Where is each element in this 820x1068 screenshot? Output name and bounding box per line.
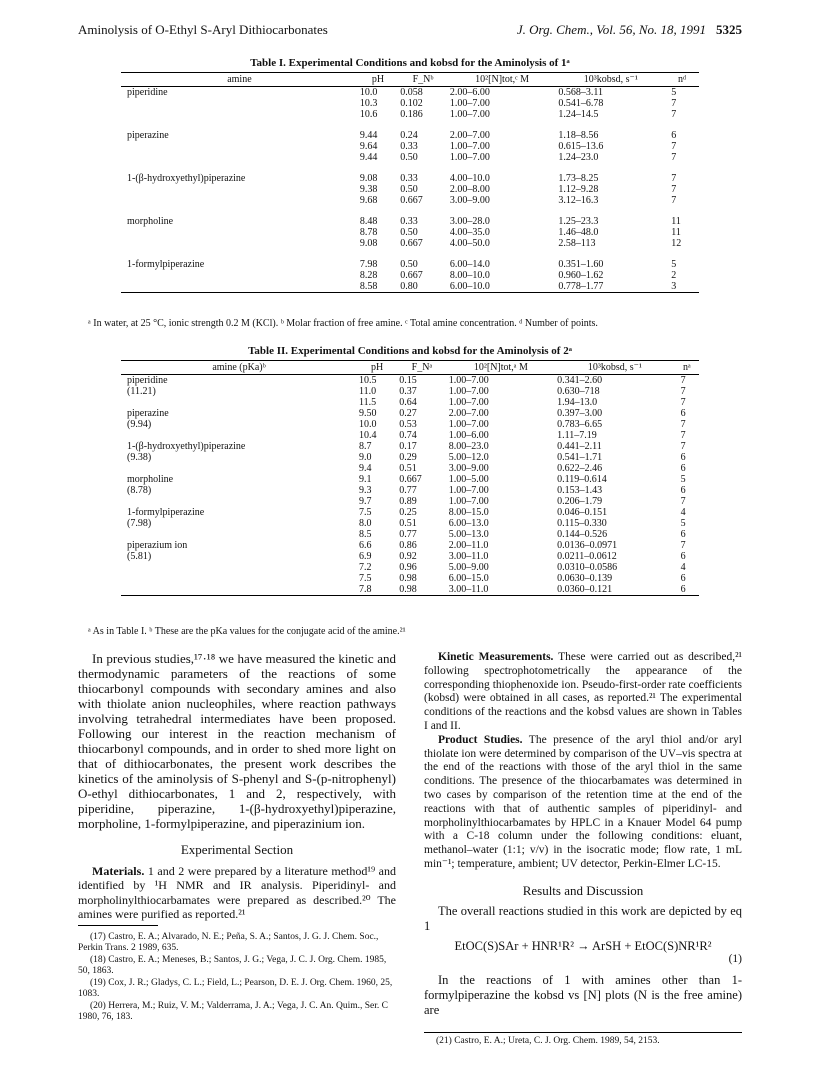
table-cell: 1.00–7.00 — [449, 109, 490, 120]
experimental-section-heading: Experimental Section — [180, 842, 294, 857]
table-cell: 0.33 — [400, 141, 418, 152]
table-cell: 8.00–15.0 — [448, 507, 489, 518]
table-cell: 0.0211–0.0612 — [557, 551, 617, 562]
table-cell: 0.667 — [399, 474, 422, 485]
table-cell: 7.8 — [357, 584, 397, 596]
table-cell: 11 — [671, 216, 681, 227]
table-cell: 7 — [680, 430, 686, 441]
table-cell: 7 — [680, 441, 686, 452]
table2-footnote: ᵃ As in Table I. ᵇ These are the pKa values for the conjugate acid of the amine.²¹ — [88, 626, 406, 637]
table-cell: 1-(β-hydroxyethyl)piperazine — [127, 441, 246, 452]
table-cell: 2.00–8.00 — [449, 184, 490, 195]
table-cell: 0.0360–0.121 — [555, 584, 675, 596]
table-cell: 0.351–1.60 — [558, 259, 604, 270]
table-cell: 0.630–718 — [557, 386, 600, 397]
table-cell: 0.0630–0.139 — [557, 573, 613, 584]
table-cell: 0.98 — [399, 573, 417, 584]
table-row — [121, 281, 699, 293]
table-cell: 0.153–1.43 — [557, 485, 603, 496]
table-row — [121, 529, 699, 540]
table-cell: 0.51 — [399, 463, 417, 474]
table-cell: 0.29 — [399, 452, 417, 463]
table-cell: 1.18–8.56 — [558, 130, 599, 141]
table-cell: 7 — [680, 375, 686, 386]
reference-entry: (17) Castro, E. A.; Alvarado, N. E.; Peña, S. A.; Santos, J. G. J. Chem. Soc., Perkin Trans. 2 1989, 635. — [78, 932, 379, 953]
table-cell: 6 — [680, 463, 686, 474]
table-cell: 2.58–113 — [558, 238, 596, 249]
table-cell: 0.33 — [400, 173, 418, 184]
table-row — [121, 163, 699, 184]
table-cell: 1.11–7.19 — [557, 430, 597, 441]
table-cell: 9.50 — [359, 408, 377, 419]
table-cell — [121, 573, 357, 584]
table-cell: 0.86 — [399, 540, 417, 551]
table-cell: 6.9 — [359, 551, 372, 562]
table-cell: 7 — [671, 173, 677, 184]
table-row — [121, 141, 699, 152]
table-cell: 1-formylpiperazine — [127, 259, 205, 270]
table-cell: 7.98 — [359, 259, 378, 270]
table1 — [121, 72, 699, 293]
table-cell: 7.5 — [359, 507, 372, 518]
table-cell: 0.96 — [399, 562, 417, 573]
table-row — [121, 562, 699, 573]
table-cell — [121, 184, 358, 195]
table2-header-row — [121, 361, 699, 375]
table-cell: 10.5 — [359, 375, 377, 386]
table-cell — [121, 463, 357, 474]
table-cell: 10.4 — [359, 430, 377, 441]
table-cell: 0.046–0.151 — [557, 507, 608, 518]
intro-paragraph: In previous studies,¹⁷·¹⁸ we have measured the kinetic and thermodynamic parameters of the reactions of some thiocarbonyl compounds with secondary amines and also with thiolate anion nucleophiles, where reaction pathways involving tetrahedral intermediates have been proposed. Following our interest in the reaction mechanism of thiocarbonyl compounds, and in order to shed more light on that of dithiocarbonates, the present work describes the kinetics of the aminolysis of S-phenyl and S-(p-nitrophenyl) O-ethyl dithiocarbonates, 1 and 2, respectively, with piperidine, piperazine, 1-(β-hydroxyethyl)piperazine, morpholine, 1-formylpiperazine, and piperazinium ion. — [78, 651, 396, 831]
table-cell: 0.119–0.614 — [557, 474, 607, 485]
table-cell: 6.00–13.0 — [448, 518, 489, 529]
table-cell: 0.53 — [399, 419, 417, 430]
table-row — [121, 463, 699, 474]
table-cell: 1.00–7.00 — [448, 375, 489, 386]
table-cell: 2.00–6.00 — [449, 87, 490, 98]
table-cell: 8.48 — [359, 216, 378, 227]
table-cell: 0.667 — [400, 195, 423, 206]
table-cell: 1.00–7.00 — [449, 98, 490, 109]
footnote-rule-left — [78, 925, 158, 926]
reference-entry: (20) Herrera, M.; Ruiz, V. M.; Valderrama, J. A.; Vega, J. C. An. Quim., Ser. C 1980, 76, 183. — [78, 1001, 388, 1022]
table-cell: 0.783–6.65 — [557, 419, 603, 430]
table-cell: 0.80 — [398, 281, 448, 293]
table-cell — [121, 98, 358, 109]
table-cell: 8.00–10.0 — [449, 270, 490, 281]
header-cell: F_Nᵃ — [397, 361, 446, 375]
table-cell: 0.17 — [399, 441, 417, 452]
table-row — [121, 87, 699, 99]
table-cell: 2.00–7.00 — [449, 130, 490, 141]
table-cell: 11 — [671, 227, 681, 238]
table-cell: 7 — [671, 109, 677, 120]
table-cell: 3.12–16.3 — [558, 195, 599, 206]
table-cell: 6.00–15.0 — [448, 573, 489, 584]
table-row — [121, 408, 699, 419]
reference-entry: (19) Cox, J. R.; Gladys, C. L.; Field, L.; Pearson, D. E. J. Org. Chem. 1960, 25, 1083. — [78, 978, 393, 999]
table-cell: 11.5 — [359, 397, 377, 408]
table-cell: 0.50 — [400, 227, 418, 238]
table-cell: 7 — [680, 496, 686, 507]
reference-entry: (18) Castro, E. A.; Meneses, B.; Santos, J. G.; Vega, J. C. J. Org. Chem. 1985, 50, 1863. — [78, 955, 387, 976]
table-cell — [121, 227, 358, 238]
table-cell: 0.667 — [400, 270, 423, 281]
table-cell: 7 — [671, 141, 677, 152]
table-cell: 0.341–2.60 — [557, 375, 603, 386]
table-cell: 4 — [680, 507, 686, 518]
materials-paragraph: Materials. 1 and 2 were prepared by a literature method¹⁹ and identified by ¹H NMR and IR analysis. Piperidinyl- and morpholinylthiocarbamates were prepared as described.²⁰ The amines were purified as reported.²¹ — [78, 863, 397, 922]
table-row — [121, 584, 699, 596]
table-cell: 0.92 — [399, 551, 417, 562]
table-cell: 7 — [671, 98, 677, 109]
table-cell: 1.24–23.0 — [558, 152, 599, 163]
table-cell: 6.00–14.0 — [449, 259, 490, 270]
table-row — [121, 496, 699, 507]
table-cell: 0.25 — [399, 507, 417, 518]
table-cell — [121, 141, 358, 152]
table-cell: 8.28 — [359, 270, 378, 281]
table-cell: 1.46–48.0 — [558, 227, 599, 238]
table-row — [121, 430, 699, 441]
right-column — [424, 651, 742, 1018]
table-cell: 0.15 — [399, 375, 417, 386]
table-cell: 9.44 — [359, 152, 378, 163]
table-cell: 4.00–35.0 — [449, 227, 490, 238]
header-cell: nᵃ — [675, 361, 699, 375]
table-cell: 0.441–2.11 — [557, 441, 602, 452]
table-cell: 1.00–7.00 — [448, 496, 489, 507]
journal-citation: J. Org. Chem., Vol. 56, No. 18, 1991 5325 — [516, 22, 742, 37]
table-cell — [121, 529, 357, 540]
equation-1: EtOC(S)SAr + HNR¹R² → ArSH + EtOC(S)NR¹R² — [454, 938, 712, 953]
header-cell: 10²[N]tot,ᵃ M — [447, 361, 555, 375]
table-cell: 7.5 — [359, 573, 372, 584]
table-cell: 0.058 — [400, 87, 423, 98]
table-cell: 0.541–1.71 — [557, 452, 603, 463]
table-cell: 3.00–28.0 — [449, 216, 490, 227]
table-row — [121, 507, 699, 518]
table-cell: 0.397–3.00 — [557, 408, 603, 419]
table-cell: 8.5 — [359, 529, 372, 540]
table-cell: 0.77 — [399, 485, 417, 496]
table-cell: 0.64 — [399, 397, 417, 408]
table-cell: 9.08 — [359, 238, 378, 249]
table-cell: 1.94–13.0 — [557, 397, 598, 408]
table-cell: 7 — [680, 419, 686, 430]
table-cell — [121, 430, 357, 441]
header-cell: pH — [358, 73, 398, 87]
table-cell: 9.08 — [359, 173, 378, 184]
table-cell: 7 — [671, 195, 677, 206]
table-cell: 0.27 — [399, 408, 417, 419]
table-cell: 9.0 — [359, 452, 372, 463]
table-cell: 6 — [680, 529, 686, 540]
table-cell: 4.00–10.0 — [449, 173, 490, 184]
table-cell: morpholine — [127, 474, 174, 485]
header-cell: 10³kobsd, s⁻¹ — [555, 361, 675, 375]
table-row — [121, 474, 699, 485]
results-section-heading: Results and Discussion — [522, 882, 644, 898]
table-cell: 0.568–3.11 — [558, 87, 604, 98]
closing-paragraph: In the reactions of 1 with amines other than 1-formylpiperazine the kobsd vs [N] plots (N is the free amine) are — [424, 973, 742, 1018]
table-cell: 1.00–7.00 — [448, 397, 489, 408]
materials-heading: Materials. — [92, 863, 145, 878]
product-heading: Product Studies. — [438, 733, 523, 746]
table-cell: (8.78) — [127, 485, 152, 496]
table-row — [121, 227, 699, 238]
table-cell: 1.00–5.00 — [448, 474, 489, 485]
table-row — [121, 485, 699, 496]
table-cell: 0.37 — [399, 386, 417, 397]
table-cell: 0.115–0.330 — [557, 518, 607, 529]
table-cell: 0.206–1.79 — [557, 496, 603, 507]
table-cell: 0.0136–0.0971 — [557, 540, 618, 551]
table-cell — [121, 195, 358, 206]
header-cell: nᵈ — [665, 73, 699, 87]
table-row — [121, 109, 699, 120]
table-cell: 8.00–23.0 — [448, 441, 489, 452]
table-cell: 1-formylpiperazine — [127, 507, 205, 518]
table-cell: (11.21) — [127, 386, 156, 397]
table-cell: 3.00–9.00 — [449, 195, 490, 206]
table-row — [121, 551, 699, 562]
table-cell: 7 — [671, 184, 677, 195]
table-cell: 6.6 — [359, 540, 372, 551]
table-cell — [121, 270, 358, 281]
table-cell: 0.50 — [400, 259, 418, 270]
header-cell: amine (pKa)ᵇ — [121, 361, 357, 375]
page-header — [78, 22, 742, 40]
table-cell: 2.00–7.00 — [448, 408, 489, 419]
table-cell: 2.00–11.0 — [448, 540, 489, 551]
table-cell: 0.98 — [397, 584, 446, 596]
table-cell — [121, 496, 357, 507]
table-cell — [121, 584, 357, 596]
table-cell: piperazine — [127, 130, 169, 141]
table-cell: (5.81) — [127, 551, 152, 562]
table-cell: 0.24 — [400, 130, 418, 141]
product-paragraph: Product Studies. The presence of the aryl thiol and/or aryl thiolate ion were determined by comparison of the UV–vis spectra at the end of the reactions with those of the aryl thiol in the same conditions. The presence of the thiocarbamates was determined in two cases by comparison of the retention time at the end of the reactions with that of authentic samples of piperidinyl- and morpholinylthiocarbamates by HPLC in a Knauer Model 64 pump with a C-18 column under the following conditions: eluant, methanol–water (1:1; v/v) in the isocratic mode; flow rate, 1 mL min⁻¹; temperature, ambient; UV detector, Perkin-Elmer LC-15. — [424, 733, 742, 870]
table-cell: 9.38 — [359, 184, 378, 195]
table-cell: piperidine — [127, 375, 168, 386]
table-cell: (9.94) — [127, 419, 152, 430]
table-cell: 0.960–1.62 — [558, 270, 604, 281]
table-cell: 1.24–14.5 — [558, 109, 599, 120]
table-cell: 3.00–11.0 — [448, 551, 489, 562]
table-cell: 7 — [671, 152, 677, 163]
kinetic-heading: Kinetic Measurements. — [438, 651, 554, 663]
table-cell: 5 — [671, 87, 677, 98]
table-cell: piperazine — [127, 408, 169, 419]
table-cell: 3.00–9.00 — [448, 463, 489, 474]
table-cell: 1.00–7.00 — [449, 152, 490, 163]
table-cell: 6 — [680, 408, 686, 419]
table-row — [121, 270, 699, 281]
table-cell: 6 — [671, 130, 677, 141]
table-cell: 10.0 — [359, 419, 377, 430]
table-cell: 7.2 — [359, 562, 372, 573]
table1-footnote: ᵃ In water, at 25 °C, ionic strength 0.2 M (KCl). ᵇ Molar fraction of free amine. ᶜ Total amine concentration. ᵈ Number of points. — [88, 318, 598, 329]
table-cell: 0.778–1.77 — [556, 281, 665, 293]
table-cell: 9.3 — [359, 485, 372, 496]
footnote-rule-right — [424, 1032, 742, 1033]
header-cell: 10²[N]tot,ᶜ M — [448, 73, 557, 87]
table-cell — [121, 238, 358, 249]
table-cell: 9.1 — [359, 474, 372, 485]
table-row — [121, 518, 699, 529]
table-cell: 9.64 — [359, 141, 378, 152]
table-cell: 6 — [675, 584, 699, 596]
table-cell: 0.615–13.6 — [558, 141, 604, 152]
table-cell: 5 — [680, 518, 686, 529]
table-cell: 9.4 — [359, 463, 372, 474]
table-row — [121, 573, 699, 584]
overall-paragraph: The overall reactions studied in this work are depicted by eq 1 — [424, 903, 742, 933]
table-cell: 1-(β-hydroxyethyl)piperazine — [127, 173, 246, 184]
table-cell: 0.622–2.46 — [557, 463, 603, 474]
table-row — [121, 184, 699, 195]
table-row — [121, 238, 699, 249]
table-cell: 0.74 — [399, 430, 417, 441]
table-cell: 1.00–6.00 — [448, 430, 489, 441]
table1-caption: Table I. Experimental Conditions and kobsd for the Aminolysis of 1ᵃ — [250, 57, 570, 69]
table-cell: 7 — [680, 397, 686, 408]
table-row — [121, 397, 699, 408]
table-cell: 3.00–11.0 — [447, 584, 555, 596]
right-reference: (21) Castro, E. A.; Ureta, C. J. Org. Chem. 1989, 54, 2153. — [436, 1036, 660, 1046]
table-cell: 0.102 — [400, 98, 423, 109]
table-cell: 0.33 — [400, 216, 418, 227]
table-cell: 9.44 — [359, 130, 378, 141]
table-cell — [121, 562, 357, 573]
table-cell: 5 — [680, 474, 686, 485]
table-cell: 0.89 — [399, 496, 417, 507]
table-cell: 3 — [665, 281, 699, 293]
table-cell: 11.0 — [359, 386, 377, 397]
table-cell: 4.00–50.0 — [449, 238, 490, 249]
table-cell: 9.7 — [359, 496, 372, 507]
header-cell: F_Nᵇ — [398, 73, 448, 87]
table-cell — [121, 281, 358, 293]
table-cell: 4 — [680, 562, 686, 573]
table-cell: 6.00–10.0 — [448, 281, 557, 293]
table-cell: 2 — [671, 270, 677, 281]
table-cell — [121, 397, 357, 408]
left-references — [78, 932, 396, 1024]
left-column — [78, 651, 396, 922]
table-cell: 0.186 — [400, 109, 423, 120]
table-row — [121, 540, 699, 551]
table-cell: 1.00–7.00 — [449, 141, 490, 152]
table-cell — [121, 109, 358, 120]
table-cell: 5.00–9.00 — [448, 562, 489, 573]
table-cell: 8.0 — [359, 518, 372, 529]
table-cell: 12 — [671, 238, 682, 249]
kinetic-paragraph: Kinetic Measurements. These were carried out as described,²¹ following spectrophotometrically the appearance of the corresponding thiophenoxide ion. Pseudo-first-order rate coefficients (kobsd) were obtained in all cases, as reported.²¹ The experimental conditions of the reactions and the kobsd values are shown in Tables I and II. — [424, 651, 743, 732]
table-cell: 1.00–7.00 — [448, 485, 489, 496]
table-cell — [121, 152, 358, 163]
table-cell: 10.0 — [359, 87, 378, 98]
table-cell: 5.00–12.0 — [448, 452, 489, 463]
table-cell: 1.00–7.00 — [448, 419, 489, 430]
table-cell: 0.0310–0.0586 — [557, 562, 618, 573]
table-cell: 6 — [680, 551, 686, 562]
table-cell: 7 — [680, 540, 686, 551]
table-cell: 8.78 — [359, 227, 378, 238]
table-cell: 0.51 — [399, 518, 417, 529]
table-row — [121, 249, 699, 270]
table-cell: 0.77 — [399, 529, 417, 540]
running-title: Aminolysis of O-Ethyl S-Aryl Dithiocarbonates — [78, 22, 328, 37]
table-cell: 0.541–6.78 — [558, 98, 604, 109]
table-cell: 6 — [680, 485, 686, 496]
table-cell: 10.6 — [359, 109, 378, 120]
table-row — [121, 206, 699, 227]
table-cell: piperazium ion — [127, 540, 188, 551]
table-row — [121, 419, 699, 430]
table-cell: morpholine — [127, 216, 174, 227]
table-row — [121, 98, 699, 109]
table-row — [121, 441, 699, 452]
table-cell: (9.38) — [127, 452, 152, 463]
table-cell: 7 — [680, 386, 686, 397]
header-cell: 10³kobsd, s⁻¹ — [556, 73, 665, 87]
table-cell: 5.00–13.0 — [448, 529, 489, 540]
table-cell: 0.50 — [400, 152, 418, 163]
page-number: 5325 — [716, 22, 742, 37]
table-cell: 1.00–7.00 — [448, 386, 489, 397]
table-cell: 10.3 — [359, 98, 378, 109]
table-cell: 1.73–8.25 — [558, 173, 599, 184]
table-cell: 0.667 — [400, 238, 423, 249]
table2 — [121, 360, 699, 596]
header-cell: amine — [121, 73, 358, 87]
table-row — [121, 386, 699, 397]
table2-caption: Table II. Experimental Conditions and kobsd for the Aminolysis of 2ᵃ — [248, 345, 572, 357]
table-cell: 6 — [680, 573, 686, 584]
table-cell: (7.98) — [127, 518, 152, 529]
table-cell: 8.7 — [359, 441, 372, 452]
header-cell: pH — [357, 361, 397, 375]
table-cell: 9.68 — [359, 195, 378, 206]
equation-number: (1) — [728, 953, 742, 966]
table-cell: 1.25–23.3 — [558, 216, 599, 227]
table-cell: 8.58 — [358, 281, 398, 293]
table-cell: 0.50 — [400, 184, 418, 195]
table-cell: 5 — [671, 259, 677, 270]
table-cell: piperidine — [127, 87, 168, 98]
table-cell: 0.144–0.526 — [557, 529, 608, 540]
table1-header-row — [121, 73, 699, 87]
table-cell: 1.12–9.28 — [558, 184, 599, 195]
table-row — [121, 120, 699, 141]
table-row — [121, 452, 699, 463]
table-row — [121, 195, 699, 206]
table-cell: 6 — [680, 452, 686, 463]
table-row — [121, 375, 699, 387]
table-row — [121, 152, 699, 163]
